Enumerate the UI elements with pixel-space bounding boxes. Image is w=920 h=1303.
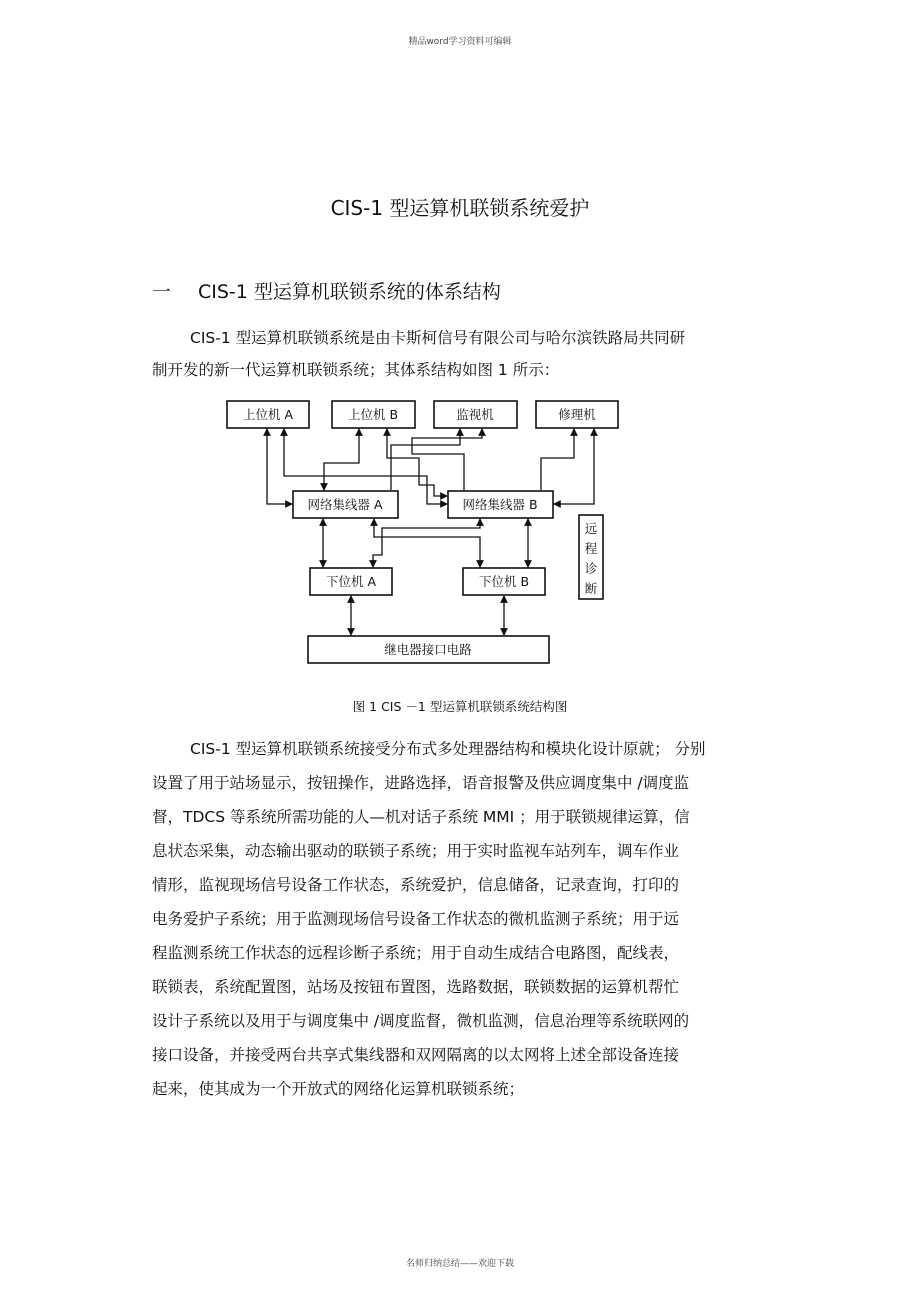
body-line-11: 起来，使其成为一个开放式的网络化运算机联锁系统；	[152, 1080, 525, 1098]
page-header: 精品word学习资料可编辑	[408, 37, 512, 47]
section-title: CIS-1 型运算机联锁系统的体系结构	[198, 281, 501, 303]
intro-line-1: CIS-1 型运算机联锁系统是由卡斯柯信号有限公司与哈尔滨铁路局共同研	[190, 329, 686, 347]
remote-diag-char-3: 诊	[584, 561, 598, 576]
section-heading	[152, 277, 501, 304]
link-upper-b-hub-a	[324, 429, 359, 490]
body-line-4: 息状态采集，动态输出驱动的联锁子系统；用于实时监视车站列车，调车作业	[152, 842, 680, 860]
body-line-6: 电务爱护子系统；用于监测现场信号设备工作状态的微机监测子系统；用于远	[152, 910, 680, 928]
hub-a-label: 网络集线器 A	[307, 497, 383, 512]
lower-computer-b-label: 下位机 B	[478, 574, 530, 589]
maintenance-computer-label: 修理机	[558, 407, 596, 422]
remote-diag-char-2: 程	[584, 541, 598, 556]
upper-computer-a-label: 上位机 A	[242, 407, 294, 422]
body-line-7: 程监测系统工作状态的远程诊断子系统；用于自动生成结合电路图，配线表，	[152, 944, 680, 962]
relay-interface-label: 继电器接口电路	[384, 642, 472, 657]
remote-diag-char-4: 断	[584, 581, 598, 596]
monitor-computer-label: 监视机	[456, 407, 494, 422]
body-line-9: 设计子系统以及用于与调度集中 /调度监督，微机监测，信息治理等系统联网的	[152, 1012, 690, 1030]
document-title: CIS-1 型运算机联锁系统爱护	[330, 196, 590, 220]
link-upper-a-hub-a	[267, 429, 292, 504]
section-number: 一	[152, 281, 172, 303]
system-architecture-diagram	[222, 395, 622, 667]
link-hub-a-lower-b	[374, 519, 480, 567]
body-line-2: 设置了用于站场显示，按钮操作，进路选择，语音报警及供应调度集中 /调度监	[152, 774, 690, 792]
link-maintenance-hub-b	[541, 429, 574, 490]
link-monitor-hub-b	[412, 429, 482, 490]
link-upper-b-hub-b	[387, 429, 447, 496]
remote-diag-char-1: 远	[584, 521, 598, 536]
page-footer: 名师归纳总结——欢迎下载	[405, 1259, 514, 1269]
upper-computer-b-label: 上位机 B	[347, 407, 399, 422]
link-hub-b-lower-a	[373, 519, 480, 567]
body-line-5: 情形，监视现场信号设备工作状态，系统爱护，信息储备，记录查询，打印的	[152, 876, 680, 894]
body-line-1: CIS-1 型运算机联锁系统接受分布式多处理器结构和模块化设计原就； 分别	[190, 740, 706, 758]
body-line-8: 联锁表，系统配置图，站场及按钮布置图，选路数据，联锁数据的运算机帮忙	[152, 978, 680, 996]
intro-line-2: 制开发的新一代运算机联锁系统；其体系结构如图 1 所示：	[152, 361, 560, 379]
lower-computer-a-label: 下位机 A	[325, 574, 377, 589]
body-line-10: 接口设备，并接受两台共享式集线器和双网隔离的以太网将上述全部设备连接	[152, 1046, 680, 1064]
link-upper-a-hub-b	[284, 429, 447, 504]
body-line-3: 督，TDCS 等系统所需功能的人—机对话子系统 MMI ；用于联锁规律运算，信	[152, 808, 690, 826]
hub-b-label: 网络集线器 B	[462, 497, 538, 512]
figure-caption: 图 1 CIS －1 型运算机联锁系统结构图	[352, 699, 568, 714]
